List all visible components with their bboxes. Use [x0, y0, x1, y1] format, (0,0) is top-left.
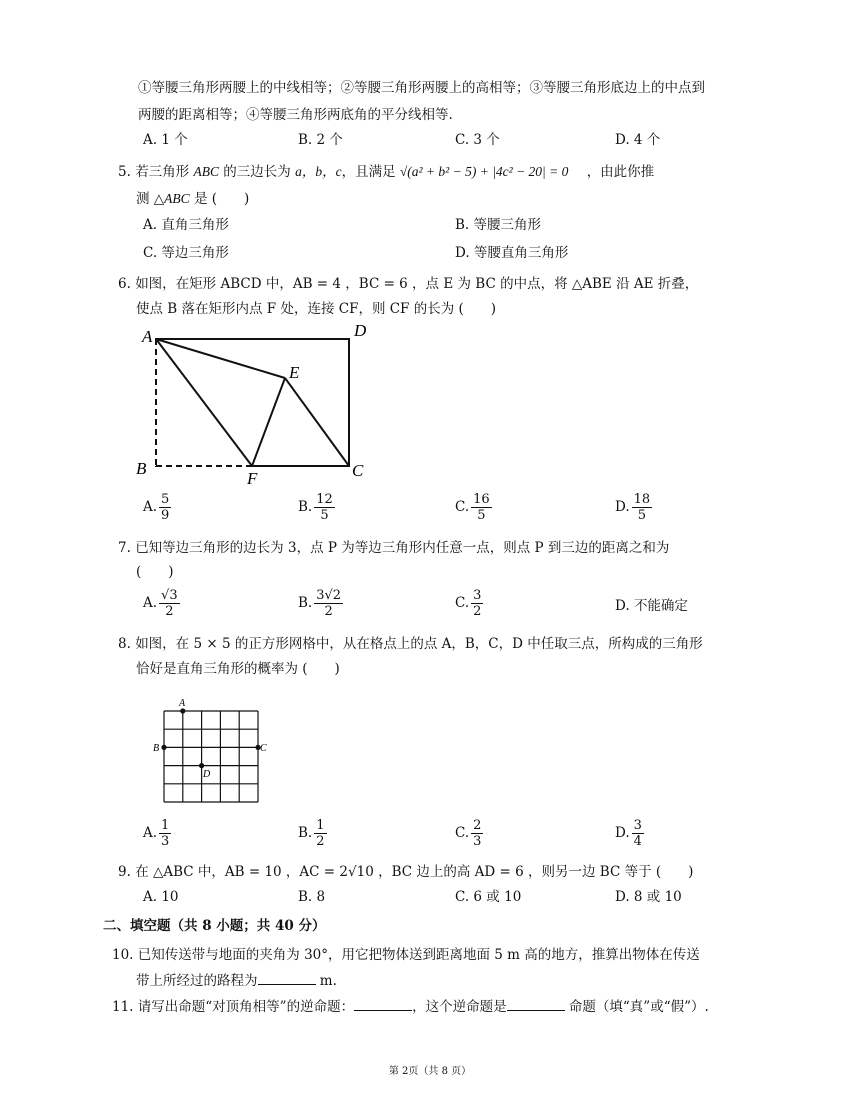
section-heading-fill-in: 二、填空题（共 8 小题；共 40 分） [103, 918, 326, 934]
q5-option-a: A. 直角三角形 [143, 217, 229, 233]
q11-text-b: ，这个逆命题是 [412, 999, 507, 1015]
fraction-denominator: 2 [324, 604, 333, 619]
fraction-numerator: 5 [161, 492, 170, 507]
q5-line2a: 测 [136, 191, 150, 207]
label-a: A [179, 698, 186, 709]
q8-number: 8. [118, 636, 131, 652]
q5-option-d: D. 等腰直角三角形 [455, 245, 569, 261]
q8-grid-figure [150, 694, 280, 806]
page-footer: 第 2页（共 8 页） [388, 1066, 472, 1077]
q9-option-d: D. 8 或 10 [615, 889, 682, 905]
q6-option-d [615, 492, 652, 523]
q5-triangle-name: ABC [193, 164, 219, 179]
q8-text1: 如图，在 5 × 5 的正方形网格中，从在格点上的点 A，B，C，D 中任取三点，所构成的三角形 [135, 636, 703, 652]
fraction-denominator: 5 [320, 508, 329, 523]
q7-option-d-text: 不能确定 [633, 598, 688, 614]
q11-text-a: 请写出命题“对顶角相等”的逆命题： [137, 999, 355, 1015]
q10-text2b: m. [315, 973, 337, 989]
q7-text1: 已知等边三角形的边长为 3，点 P 为等边三角形内任意一点，则点 P 到三边的距离之和为 [135, 540, 670, 556]
q6-option-a [143, 492, 171, 523]
q6-option-b-letter: B. [298, 499, 313, 515]
q6-option-a-letter: A. [143, 499, 158, 515]
fraction-numerator: 1 [161, 818, 170, 833]
label-b: B [136, 459, 147, 478]
q5-line1 [118, 162, 654, 182]
q5-option-c: C. 等边三角形 [143, 245, 229, 261]
q4-option-a: A. 1 个 [143, 132, 188, 148]
q10-text2a: 带上所经过的路程为 [136, 973, 258, 989]
label-d: D [354, 321, 367, 340]
q7-option-b-fraction [314, 588, 343, 619]
q4-statement-line1: ①等腰三角形两腰上的中线相等；②等腰三角形两腰上的高相等；③等腰三角形底边上的中点到 [138, 80, 705, 96]
q11-answer-blank-1[interactable] [354, 996, 412, 1011]
segment-ef [252, 378, 285, 466]
q7-option-a-fraction [159, 588, 180, 619]
q6-number: 6. [118, 276, 131, 292]
q8-option-a [143, 818, 171, 849]
q8-option-d-fraction [632, 818, 644, 849]
q6-option-c-fraction [471, 492, 492, 523]
point-d [199, 763, 204, 768]
q8-option-d-letter: D. [615, 825, 630, 841]
q8-option-a-fraction [159, 818, 171, 849]
q6-figure [130, 320, 370, 490]
q5-mid: 的三边长为 [223, 164, 291, 180]
q9-option-b: B. 8 [298, 889, 326, 905]
q8-option-d [615, 818, 644, 849]
fraction-numerator: 16 [473, 492, 490, 507]
q5-cond: ，且满足 [341, 164, 396, 180]
q7-option-a-letter: A. [143, 595, 158, 611]
segment-ae [156, 339, 285, 378]
q5-vars: a，b，c [295, 164, 342, 179]
q7-option-c [455, 588, 483, 619]
q7-option-b [298, 588, 343, 619]
q4-option-c: C. 3 个 [455, 132, 500, 148]
fraction-numerator: 3√2 [316, 588, 342, 603]
q8-option-b-letter: B. [298, 825, 313, 841]
grid-5x5 [164, 711, 258, 802]
q7-option-b-letter: B. [298, 595, 313, 611]
q9-text1: 在 △ABC 中，AB = 10 ，AC = 2√10 ，BC 边上的高 AD = 6 ，则另一边 BC 等于 ( ) [135, 864, 694, 880]
segment-af [156, 339, 252, 466]
fraction-denominator: 4 [633, 834, 642, 849]
q6-option-a-fraction [159, 492, 171, 523]
fraction-denominator: 2 [473, 604, 482, 619]
fraction-denominator: 5 [637, 508, 647, 523]
q9-line1 [118, 862, 693, 882]
q8-option-a-letter: A. [143, 825, 158, 841]
point-b [161, 745, 166, 750]
q5-formula: √(a² + b² − 5) + |4c² − 20| = 0 [399, 164, 569, 179]
q4-statement-line2: 两腰的距离相等；④等腰三角形两底角的平分线相等. [138, 107, 453, 123]
q10-number: 10. [112, 947, 134, 963]
q11-answer-blank-2[interactable] [507, 996, 565, 1011]
q5-pre: 若三角形 [135, 164, 190, 180]
q5-tri: △ABC [153, 191, 190, 206]
q5-line2 [136, 189, 249, 209]
q7-option-c-letter: C. [455, 595, 470, 611]
q7-line2: ( ) [136, 564, 174, 580]
point-a [180, 708, 185, 713]
rectangle-abcd [156, 339, 349, 466]
q11-number: 11. [112, 999, 134, 1015]
q5-option-b: B. 等腰三角形 [455, 217, 542, 233]
segment-ec [285, 378, 349, 466]
q4-option-b: B. 2 个 [298, 132, 343, 148]
q7-option-d-letter: D. [615, 598, 630, 614]
fraction-denominator: 9 [161, 508, 170, 523]
q6-text1: 如图，在矩形 ABCD 中，AB = 4 ，BC = 6 ，点 E 为 BC 的中点，将 △ABE 沿 AE 折叠， [135, 276, 699, 292]
q6-line1 [118, 274, 698, 294]
fraction-numerator: 3 [473, 588, 482, 603]
q6-line2: 使点 B 落在矩形内点 F 处，连接 CF，则 CF 的长为 ( ) [136, 301, 497, 317]
fraction-numerator: 2 [473, 818, 482, 833]
label-e: E [289, 363, 300, 382]
q10-answer-blank[interactable] [258, 970, 316, 985]
q9-number: 9. [118, 864, 131, 880]
q9-option-a: A. 10 [143, 889, 179, 905]
fraction-numerator: √3 [161, 588, 178, 603]
q5-number: 5. [118, 164, 131, 180]
fraction-denominator: 2 [165, 604, 174, 619]
q7-line1 [118, 538, 669, 558]
q8-option-c-fraction [471, 818, 483, 849]
q6-option-c [455, 492, 492, 523]
label-a: A [142, 327, 153, 346]
label-c: C [352, 461, 364, 480]
q7-number: 7. [118, 540, 131, 556]
fraction-denominator: 5 [477, 508, 486, 523]
fraction-denominator: 3 [473, 834, 482, 849]
q6-option-b-fraction [314, 492, 335, 523]
q5-post: ，由此你推 [586, 164, 655, 180]
q6-option-d-letter: D. [615, 499, 630, 515]
q6-option-d-fraction [632, 492, 653, 523]
fraction-numerator: 1 [316, 818, 325, 833]
q8-option-b [298, 818, 327, 849]
q10-line2 [136, 970, 337, 991]
fraction-numerator: 18 [633, 492, 651, 507]
q8-line2: 恰好是直角三角形的概率为 ( ) [136, 661, 340, 677]
q7-option-a [143, 588, 180, 619]
label-d: D [203, 769, 211, 780]
q11-text-c: 命题（填“真”或“假”）. [564, 999, 709, 1015]
q6-option-b [298, 492, 335, 523]
fraction-denominator: 2 [316, 834, 325, 849]
q6-option-c-letter: C. [455, 499, 470, 515]
q7-option-d [615, 596, 688, 616]
q8-option-b-fraction [314, 818, 326, 849]
q10-line1 [112, 945, 700, 965]
q8-line1 [118, 634, 703, 654]
q9-option-c: C. 6 或 10 [455, 889, 522, 905]
q7-option-c-fraction [471, 588, 483, 619]
label-c: C [260, 743, 267, 754]
q8-option-c [455, 818, 483, 849]
fraction-numerator: 12 [316, 492, 333, 507]
q10-text1: 已知传送带与地面的夹角为 30°，用它把物体送到距离地面 5 m 高的地方，推算出物体在传送 [137, 947, 700, 963]
q4-option-d: D. 4 个 [615, 132, 661, 148]
q11-line1 [112, 996, 709, 1017]
label-b: B [153, 743, 160, 754]
fraction-denominator: 3 [161, 834, 170, 849]
q8-option-c-letter: C. [455, 825, 470, 841]
fraction-numerator: 3 [633, 818, 642, 833]
label-f: F [247, 469, 258, 488]
q5-line2b: 是 ( ) [193, 191, 250, 207]
